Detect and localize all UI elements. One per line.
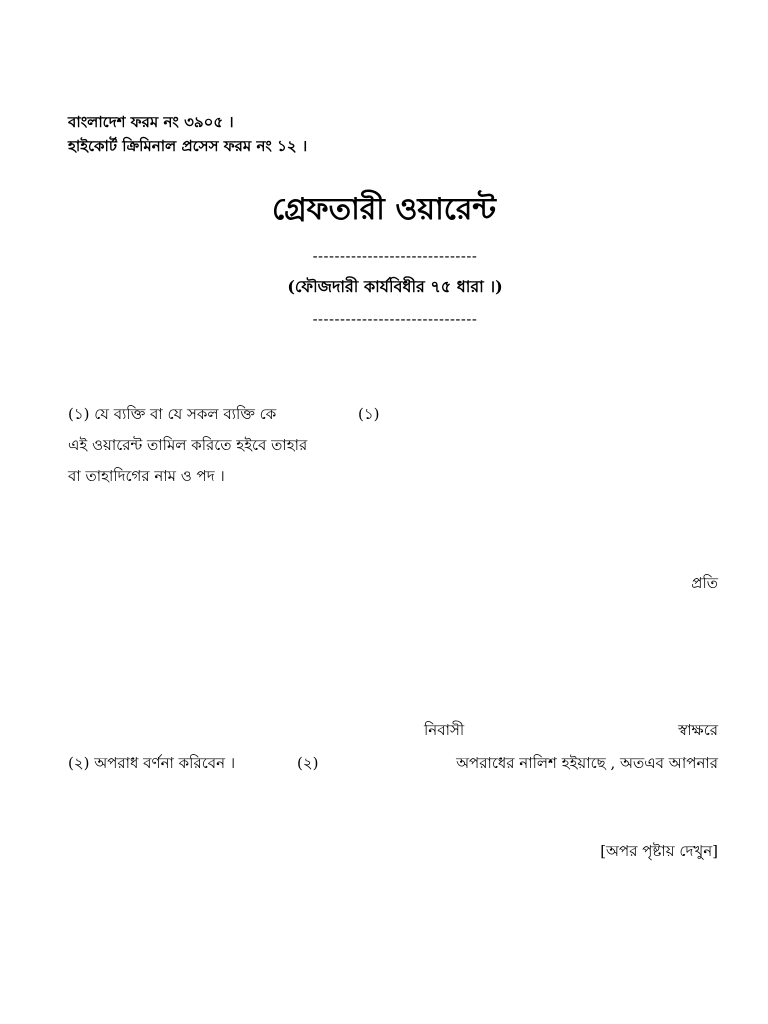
note-1-line-2: এই ওয়ারেন্ট তামিল করিতে হইবে তাহার [68, 436, 308, 454]
note-1-marker: (১) [358, 405, 380, 423]
complaint-line: অপরাধের নালিশ হইয়াছে , অতএব আপনার [456, 754, 718, 772]
note-1-line-3: বা তাহাদিগের নাম ও পদ । [68, 467, 225, 485]
signature-label: স্বাক্ষরে [678, 721, 718, 739]
section-subtitle: (ফৌজদারী কার্যবিধীর ৭৫ ধারা ।) [287, 277, 503, 296]
document-title: গ্রেফতারী ওয়ারেন্ট [272, 192, 496, 227]
form-number-line: বাংলাদেশ ফরম নং ৩৯০৫ । [68, 113, 234, 131]
divider-bottom: ------------------------------ [312, 311, 478, 328]
resident-label: নিবাসী [424, 721, 465, 739]
note-1-line-1: (১) যে ব্যক্তি বা যে সকল ব্যক্তি কে [68, 405, 277, 423]
to-label: প্রতি [691, 574, 718, 592]
divider-top: ------------------------------ [312, 248, 478, 265]
note-2-text: (২) অপরাধ বর্ণনা করিবেন । [68, 754, 236, 772]
see-overleaf-note: [অপর পৃষ্টায় দেখুন] [600, 842, 718, 860]
process-form-line: হাইকোর্ট ক্রিমিনাল প্রসেস ফরম নং ১২ । [68, 137, 308, 155]
note-2-marker: (২) [297, 754, 319, 772]
